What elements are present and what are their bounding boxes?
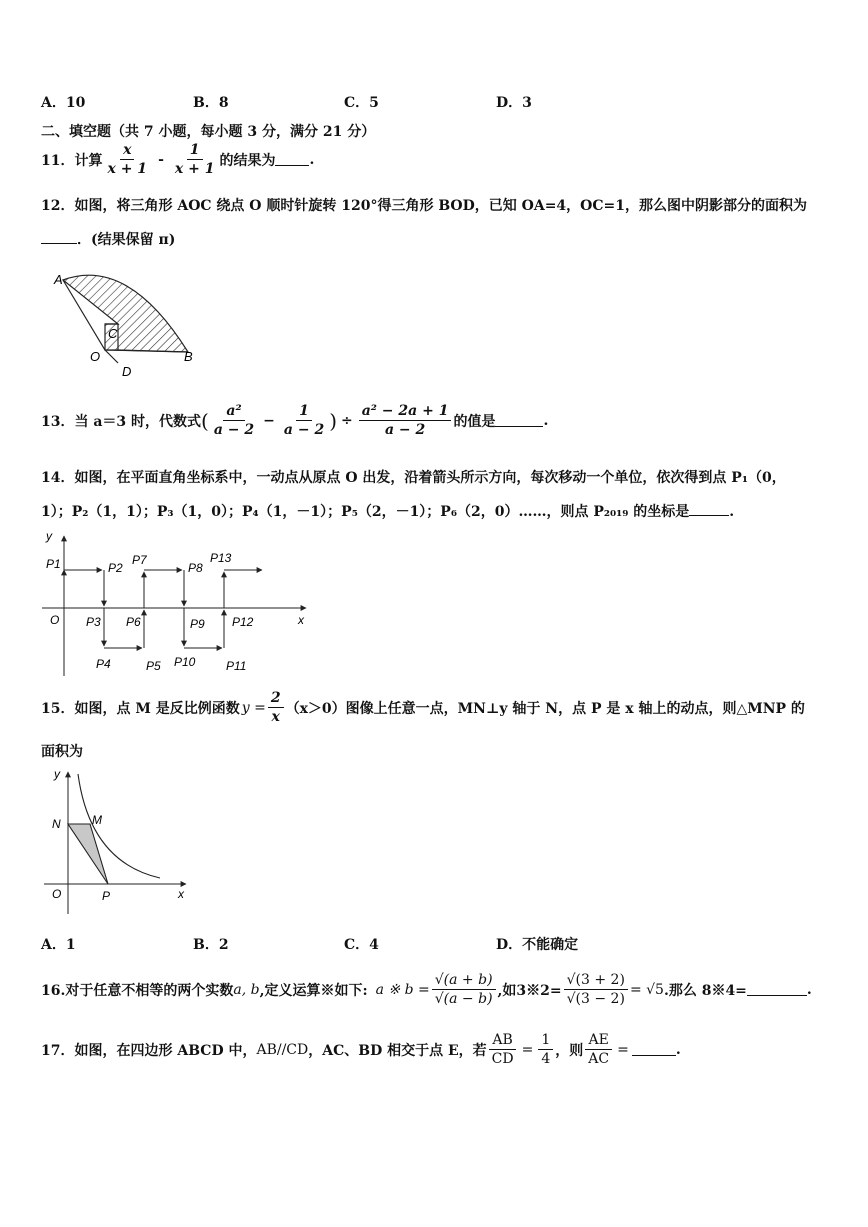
q15-label-p: P [102,889,111,903]
q15-line1 [41,690,805,725]
q13-prefix: 当 a＝3 时，代数式 [74,413,202,430]
q17-end: . [675,1041,681,1058]
q14-label-o: O [50,613,60,627]
q11-f1-num: x [120,142,134,160]
q14-line1: 14．如图，在平面直角坐标系中，一动点从原点 O 出发，沿着箭头所示方向，每次移动一个单位，依次得到点 P₁（0， [41,470,786,486]
q15-label-m: M [92,813,102,827]
q14-end: . [729,504,735,520]
q17-value-fraction [538,1032,553,1067]
q13-fraction-1 [211,403,257,438]
q14-label-p1: P1 [46,557,61,571]
q11-f1-den: x + 1 [107,161,148,177]
q16-example-prefix: ,如3※2= [497,982,562,999]
q15-option-c: C．4 [344,937,379,953]
q12-line1: 12．如图，将三角形 AOC 绕点 O 顺时针旋转 120°得三角形 BOD，已知 OA=4，OC=1，那么图中阴影部分的面积为 [41,198,807,214]
q16-vars: a, b [233,981,260,998]
q15-figure [42,766,192,918]
q14-label-p8: P8 [188,561,203,575]
q14-label-p6: P6 [126,615,141,629]
q14-label-p5: P5 [146,659,161,673]
q14-label-p3: P3 [86,615,101,629]
q15-option-a: A．1 [41,937,76,953]
q17-then: ，则 [555,1042,584,1059]
q13-answer-blank[interactable] [495,414,543,427]
q12-label-d: D [122,364,132,379]
q15-func-num: 2 [268,690,284,708]
q14-line2-text: 1）；P₂（1，1）；P₃（1，0）；P₄（1，－1）；P₅（2，－1）；P₆（2，0）……，则点 P₂₀₁₉ 的坐标是 [41,504,690,520]
q17-ratio-fraction [489,1032,517,1067]
question-16 [41,972,812,1007]
q12-label-c: C [108,326,118,341]
q17-value-den: 4 [541,1051,551,1067]
q14-answer-blank[interactable] [689,503,729,516]
q15-line2: 面积为 [41,744,83,760]
q14-label-x: x [298,613,304,627]
q10-option-c: C．5 [344,95,379,111]
q15-label-n: N [52,817,61,831]
q17-ratio-den: CD [491,1051,514,1067]
q17-answer-fraction [585,1032,612,1067]
q11-number: 11． [41,152,75,169]
q12-shaded-region [63,275,188,352]
question-11 [41,142,314,177]
q13-minus: − [263,412,275,429]
q15-label-o: O [52,887,62,901]
q13-end: . [543,412,549,429]
q16-def-den: √(a − b) [434,991,493,1007]
q11-f2-den: x + 1 [174,161,215,177]
q13-divide: ÷ [341,412,353,429]
q17-answer-blank[interactable] [632,1043,676,1056]
q14-label-p4: P4 [96,657,111,671]
q11-end: . [309,151,315,168]
q16-def-fraction [432,972,496,1007]
section-heading: 二、填空题（共 7 小题，每小题 3 分，满分 21 分） [41,124,376,140]
q14-label-p9: P9 [190,617,205,631]
q12-line2 [41,229,175,249]
q17-prefix: 17．如图，在四边形 ABCD 中， [41,1042,257,1059]
q12-label-b: B [184,349,193,364]
q16-answer-blank[interactable] [747,983,807,996]
q11-answer-blank[interactable] [275,153,309,166]
q15-label-y: y [54,767,60,781]
q14-figure [40,530,312,680]
question-13 [41,403,548,438]
q14-label-p10: P10 [174,655,196,669]
q12-answer-blank[interactable] [41,231,77,244]
q13-lparen: ( [201,408,209,433]
q15-triangle-mnp [68,824,108,884]
q16-prefix: 16.对于任意不相等的两个实数 [41,982,234,999]
q12-line2-suffix: ．(结果保留 π) [77,232,176,248]
q10-option-a: A．10 [41,95,86,111]
q13-f1-den: a − 2 [213,422,255,438]
q17-answer-eq: = [617,1041,629,1058]
q13-fraction-2 [281,403,327,438]
q11-minus: - [158,151,164,168]
q13-f1-num: a² [223,403,244,421]
q14-label-p12: P12 [232,615,254,629]
q12-figure [48,264,200,382]
q17-answer-num: AE [585,1032,611,1050]
q16-example-fraction [564,972,628,1007]
q12-label-a: A [54,272,63,287]
q13-rparen: ) [329,408,337,433]
question-17 [41,1032,681,1067]
q15-option-b: B．2 [193,937,229,953]
q17-parallel: AB//CD [256,1041,309,1058]
q16-ex-den: √(3 − 2) [566,991,625,1007]
q11-suffix: 的结果为 [219,152,276,169]
q14-label-p2: P2 [108,561,123,575]
q13-suffix: 的值是 [453,413,496,430]
q16-example-result: = √5 [629,981,664,998]
q14-label-p11: P11 [226,659,247,673]
q17-value-num: 1 [538,1032,553,1050]
q16-def-num: √(a + b) [432,972,496,990]
q11-fraction-1 [104,142,150,177]
q13-f2-den: a − 2 [283,422,325,438]
q14-label-p7: P7 [132,553,147,567]
q15-suffix: （x＞0）图像上任意一点，MN⊥y 轴于 N，点 P 是 x 轴上的动点，则△MNP 的 [285,700,805,717]
q17-answer-den: AC [588,1051,610,1067]
q15-func-fraction [268,690,284,725]
q15-prefix: 15．如图，点 M 是反比例函数 [41,700,240,717]
q10-option-d: D．3 [496,95,532,111]
q16-ask: .那么 8※4= [663,982,747,999]
q13-f3-num: a² − 2a + 1 [359,403,452,421]
q15-func-lhs: y = [241,699,266,716]
q10-option-b: B．8 [193,95,229,111]
q14-line2 [41,501,734,521]
q16-ex-num: √(3 + 2) [564,972,628,990]
q14-label-y: y [46,530,52,543]
q17-ratio-num: AB [489,1032,515,1050]
q15-func-den: x [271,709,280,725]
q15-label-x: x [178,887,184,901]
q11-fraction-2 [172,142,218,177]
q17-mid: ，AC、BD 相交于点 E，若 [308,1042,487,1059]
q14-label-p13: P13 [210,551,232,565]
q16-end: . [806,981,812,998]
q13-f2-num: 1 [296,403,312,421]
q11-f2-num: 1 [187,142,203,160]
q12-label-o: O [90,349,101,364]
q16-mid: ,定义运算※如下: [259,982,368,999]
q13-number: 13． [41,413,75,430]
q13-fraction-3 [359,403,452,438]
q13-f3-den: a − 2 [384,422,426,438]
q16-def-lhs: a ※ b = [375,981,430,998]
q17-ratio-eq: = [521,1041,534,1058]
q11-prefix: 计算 [74,152,103,169]
q15-option-d: D．不能确定 [496,937,579,953]
